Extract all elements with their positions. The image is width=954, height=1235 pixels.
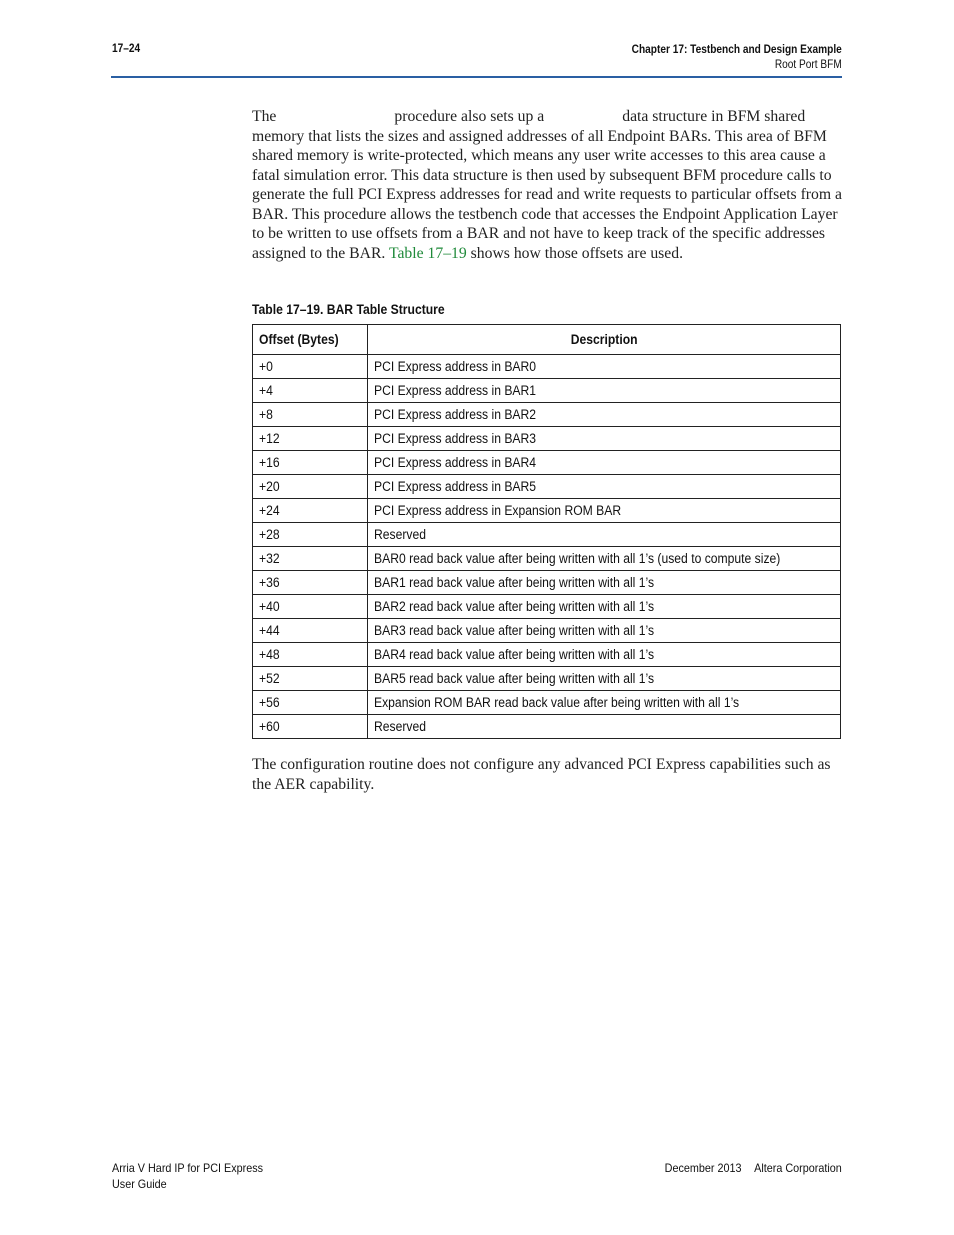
description-cell: BAR3 read back value after being written with all 1’s xyxy=(368,619,841,643)
table-row xyxy=(253,619,841,643)
footer-left xyxy=(112,1160,263,1192)
table-row xyxy=(253,475,841,499)
table-row xyxy=(253,451,841,475)
description-cell: BAR0 read back value after being written with all 1’s (used to compute size) xyxy=(368,547,841,571)
table-row xyxy=(253,403,841,427)
table-row xyxy=(253,427,841,451)
offset-cell: +56 xyxy=(253,691,368,715)
description-cell: Expansion ROM BAR read back value after being written with all 1’s xyxy=(368,691,841,715)
description-cell: PCI Express address in BAR1 xyxy=(368,379,841,403)
doc-subtitle: User Guide xyxy=(112,1177,167,1191)
footer-right xyxy=(665,1160,842,1176)
offset-cell: +16 xyxy=(253,451,368,475)
table-caption: Table 17–19. BAR Table Structure xyxy=(252,302,445,317)
description-cell: PCI Express address in BAR5 xyxy=(368,475,841,499)
table-row xyxy=(253,547,841,571)
table-row xyxy=(253,379,841,403)
offset-cell: +48 xyxy=(253,643,368,667)
description-cell: Reserved xyxy=(368,523,841,547)
description-cell: PCI Express address in BAR2 xyxy=(368,403,841,427)
table-row xyxy=(253,715,841,739)
table-row xyxy=(253,523,841,547)
table-row xyxy=(253,499,841,523)
description-cell: PCI Express address in BAR4 xyxy=(368,451,841,475)
table-xref-link[interactable]: Table 17–19 xyxy=(388,244,467,262)
description-cell: BAR5 read back value after being written with all 1’s xyxy=(368,667,841,691)
table-row xyxy=(253,643,841,667)
offset-cell: +12 xyxy=(253,427,368,451)
bar-table xyxy=(252,324,841,739)
column-header-description: Description xyxy=(368,325,841,355)
table-row xyxy=(253,571,841,595)
table-row xyxy=(253,595,841,619)
page-number: 17–24 xyxy=(112,43,141,55)
intro-text-4: shows how those offsets are used. xyxy=(470,244,684,262)
description-cell: Reserved xyxy=(368,715,841,739)
offset-cell: +36 xyxy=(253,571,368,595)
header-rule xyxy=(111,76,842,78)
column-header-offset: Offset (Bytes) xyxy=(253,325,368,355)
section-title: Root Port BFM xyxy=(775,59,842,71)
intro-text-2: procedure also sets up a xyxy=(394,108,545,125)
offset-cell: +60 xyxy=(253,715,368,739)
offset-cell: +20 xyxy=(253,475,368,499)
offset-cell: +32 xyxy=(253,547,368,571)
description-cell: BAR4 read back value after being written with all 1’s xyxy=(368,643,841,667)
table-row xyxy=(253,667,841,691)
description-cell: PCI Express address in BAR0 xyxy=(368,355,841,379)
chapter-title: Chapter 17: Testbench and Design Example xyxy=(631,44,842,56)
doc-date: December 2013 xyxy=(664,1161,742,1175)
company-name: Altera Corporation xyxy=(754,1161,842,1175)
offset-cell: +8 xyxy=(253,403,368,427)
table-header-row xyxy=(253,325,841,355)
offset-cell: +0 xyxy=(253,355,368,379)
intro-text-1: The xyxy=(252,108,277,125)
description-cell: PCI Express address in BAR3 xyxy=(368,427,841,451)
running-header xyxy=(632,43,842,73)
description-cell: PCI Express address in Expansion ROM BAR xyxy=(368,499,841,523)
offset-cell: +28 xyxy=(253,523,368,547)
offset-cell: +52 xyxy=(253,667,368,691)
table-row xyxy=(253,355,841,379)
offset-cell: +40 xyxy=(253,595,368,619)
offset-cell: +44 xyxy=(253,619,368,643)
offset-cell: +24 xyxy=(253,499,368,523)
offset-cell: +4 xyxy=(253,379,368,403)
doc-title: Arria V Hard IP for PCI Express xyxy=(112,1161,264,1175)
intro-text-3: data structure in BFM shared memory that lists the sizes and assigned addresses of all Endpoint BARs. This area of BFM shared memory is write-protected, which means any user write accesses to this area cause a fatal simulation error. This data structure is then used by subsequent BFM procedure calls to generate the full PCI Express addresses for read and write requests to particular offsets from a BAR. This procedure allows the testbench code that accesses the Endpoint Application Layer to be written to use offsets from a BAR and not have to keep track of the specific addresses assigned to the BAR. xyxy=(252,108,842,262)
closing-paragraph: The configuration routine does not configure any advanced PCI Express capabilities such as the AER capability. xyxy=(252,756,831,793)
description-cell: BAR1 read back value after being written with all 1’s xyxy=(368,571,841,595)
description-cell: BAR2 read back value after being written with all 1’s xyxy=(368,595,841,619)
table-row xyxy=(253,691,841,715)
intro-paragraph xyxy=(252,107,842,263)
